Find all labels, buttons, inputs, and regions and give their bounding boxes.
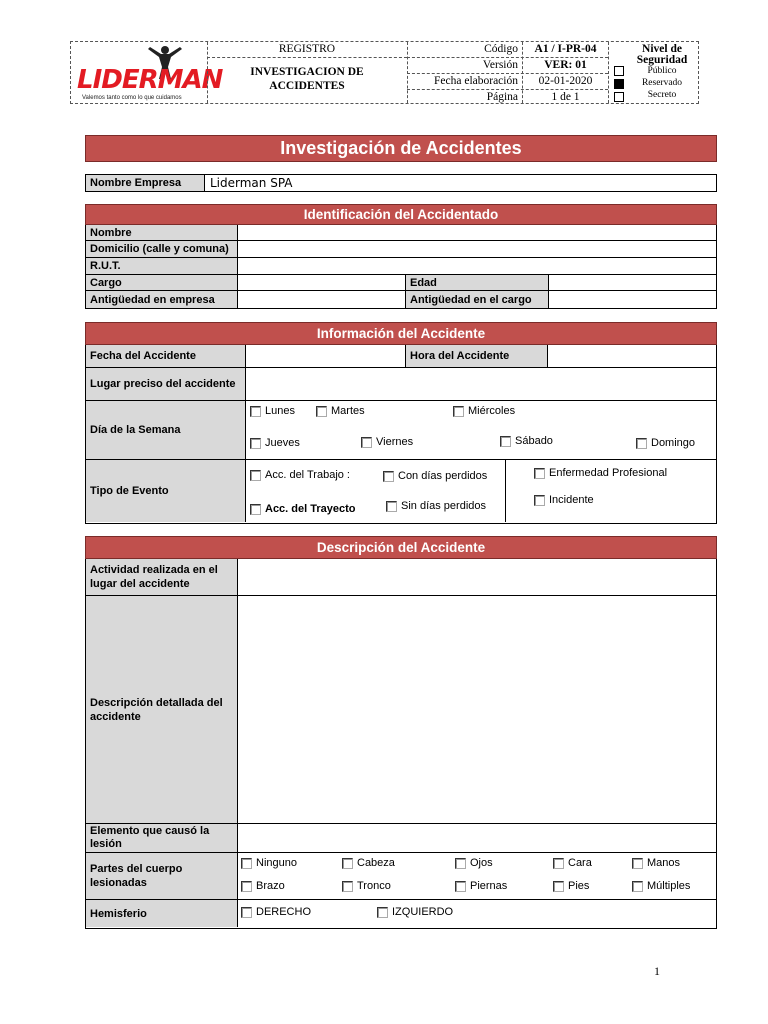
company-label: Nombre Empresa — [86, 175, 205, 191]
hemisferio-izquierdo-checkbox[interactable] — [377, 907, 388, 918]
antiguedad-empresa-label: Antigüedad en empresa — [86, 291, 238, 308]
version-label: Versión — [482, 59, 518, 71]
lugar-field[interactable] — [246, 368, 716, 401]
registro-label: REGISTRO — [278, 43, 336, 55]
elemento-field[interactable] — [238, 824, 716, 853]
tipo-acc-trayecto-option[interactable] — [250, 503, 356, 515]
doc-title-line1: INVESTIGACION DE — [250, 66, 364, 78]
parte-cara-label: Cara — [568, 857, 592, 869]
parte-multiples-checkbox[interactable] — [632, 881, 643, 892]
parte-tronco-label: Tronco — [357, 880, 391, 892]
day-lunes-label: Lunes — [265, 405, 295, 417]
parte-ojos-checkbox[interactable] — [455, 858, 466, 869]
hemisferio-derecho-checkbox[interactable] — [241, 907, 252, 918]
company-value[interactable]: Liderman SPA — [210, 176, 293, 190]
hemisferio-derecho-option[interactable] — [241, 906, 311, 918]
day-jueves-label: Jueves — [265, 437, 300, 449]
parte-pies-label: Pies — [568, 880, 590, 892]
tipo-enfermedad-profesional-checkbox[interactable] — [534, 468, 545, 479]
main-title: Investigación de Accidentes — [85, 135, 717, 162]
parte-brazo-checkbox[interactable] — [241, 881, 252, 892]
descripcion-detallada-field[interactable] — [238, 596, 716, 824]
logo-tagline: Valemos tanto como lo que cuidamos — [82, 95, 182, 101]
tipo-acc-trabajo-checkbox[interactable] — [250, 470, 261, 481]
elemento-label: Elemento que causó la lesión — [86, 824, 238, 853]
parte-cabeza-label: Cabeza — [357, 857, 395, 869]
parte-tronco-checkbox[interactable] — [342, 881, 353, 892]
day-viernes-label: Viernes — [376, 436, 414, 448]
hemisferio-label: Hemisferio — [86, 900, 238, 927]
tipo-sin-dias-perdidos-checkbox[interactable] — [386, 501, 397, 512]
parte-cara-checkbox[interactable] — [553, 858, 564, 869]
parte-multiples-option[interactable] — [632, 880, 690, 892]
codigo-value: A1 / I-PR-04 — [534, 43, 597, 55]
fecha-accidente-label: Fecha del Accidente — [86, 345, 246, 368]
domicilio-label: Domicilio (calle y comuna) — [86, 241, 238, 258]
description-section-title: Descripción del Accidente — [85, 536, 717, 559]
day-martes-label: Martes — [331, 405, 365, 417]
day-sabado-label: Sábado — [515, 435, 553, 447]
edad-label: Edad — [406, 275, 549, 291]
tipo-incidente-option[interactable] — [534, 494, 594, 506]
pagina-label: Página — [486, 91, 518, 103]
parte-brazo-label: Brazo — [256, 880, 285, 892]
description-table — [85, 559, 717, 929]
tipo-con-dias-perdidos-option[interactable] — [383, 470, 487, 482]
tipo-enfermedad-profesional-option[interactable] — [534, 467, 667, 479]
parte-manos-label: Manos — [647, 857, 681, 869]
day-lunes-checkbox[interactable] — [250, 406, 261, 417]
identification-section-title: Identificación del Accidentado — [85, 204, 717, 225]
logo-wordmark: LIDERMAN — [77, 65, 223, 95]
page-number: 1 — [654, 964, 660, 978]
parte-cara-option[interactable] — [553, 857, 592, 869]
parte-pies-checkbox[interactable] — [553, 881, 564, 892]
day-jueves-checkbox[interactable] — [250, 438, 261, 449]
security-reservado-label: Reservado — [641, 78, 683, 88]
parte-piernas-label: Piernas — [470, 880, 508, 892]
tipo-con-dias-perdidos-checkbox[interactable] — [383, 471, 394, 482]
security-secreto-label: Secreto — [647, 90, 677, 100]
tipo-acc-trabajo-option[interactable] — [250, 469, 350, 481]
antiguedad-empresa-field[interactable] — [238, 291, 406, 308]
partes-cuerpo-label: Partes del cuerpo lesionadas — [86, 853, 238, 900]
parte-ojos-option[interactable] — [455, 857, 493, 869]
doc-title-line2: ACCIDENTES — [269, 80, 345, 92]
accident-info-section-title: Información del Accidente — [85, 322, 717, 345]
fecha-elaboracion-label: Fecha elaboración — [434, 75, 518, 87]
security-publico-checkbox[interactable] — [614, 66, 624, 76]
tipo-enfermedad-profesional-label: Enfermedad Profesional — [549, 467, 668, 479]
parte-manos-option[interactable] — [632, 857, 680, 869]
parte-piernas-option[interactable] — [455, 880, 507, 892]
fecha-accidente-field[interactable] — [246, 345, 406, 368]
tipo-acc-trayecto-checkbox[interactable] — [250, 504, 261, 515]
antiguedad-cargo-field[interactable] — [549, 291, 716, 308]
day-martes-checkbox[interactable] — [316, 406, 327, 417]
day-lunes-option[interactable] — [250, 405, 295, 417]
tipo-incidente-label: Incidente — [549, 494, 594, 506]
day-sabado-option[interactable] — [500, 435, 553, 447]
hemisferio-izquierdo-label: IZQUIERDO — [392, 906, 454, 918]
nombre-field[interactable] — [238, 225, 716, 241]
day-miercoles-checkbox[interactable] — [453, 406, 464, 417]
hora-accidente-label: Hora del Accidente — [406, 345, 548, 368]
parte-piernas-checkbox[interactable] — [455, 881, 466, 892]
day-viernes-option[interactable] — [361, 436, 413, 448]
domicilio-field[interactable] — [238, 241, 716, 258]
security-reservado-checkbox[interactable] — [614, 79, 624, 89]
security-publico-label: Público — [647, 66, 677, 76]
day-domingo-checkbox[interactable] — [636, 438, 647, 449]
antiguedad-cargo-label: Antigüedad en el cargo — [406, 291, 549, 308]
tipo-evento-label: Tipo de Evento — [86, 460, 246, 522]
day-miercoles-label: Miércoles — [468, 405, 516, 417]
tipo-incidente-checkbox[interactable] — [534, 495, 545, 506]
descripcion-detallada-label: Descripción detallada del accidente — [86, 596, 238, 824]
hora-accidente-field[interactable] — [548, 345, 716, 368]
document-header — [70, 41, 699, 104]
company-row — [85, 174, 717, 192]
dia-semana-label: Día de la Semana — [86, 401, 246, 460]
rut-field[interactable] — [238, 258, 716, 275]
parte-cabeza-option[interactable] — [342, 857, 395, 869]
security-level-title: Nivel de Seguridad — [636, 43, 688, 66]
parte-cabeza-checkbox[interactable] — [342, 858, 353, 869]
parte-brazo-option[interactable] — [241, 880, 285, 892]
parte-multiples-label: Múltiples — [647, 880, 691, 892]
day-domingo-option[interactable] — [636, 437, 695, 449]
tipo-acc-trayecto-label: Acc. del Trayecto — [265, 503, 356, 515]
nombre-label: Nombre — [86, 225, 238, 241]
pagina-value: 1 de 1 — [551, 91, 580, 103]
day-domingo-label: Domingo — [651, 437, 696, 449]
cargo-field[interactable] — [238, 275, 406, 291]
actividad-field[interactable] — [238, 559, 716, 596]
actividad-label: Actividad realizada en el lugar del accidente — [86, 559, 238, 596]
rut-label: R.U.T. — [86, 258, 238, 275]
tipo-acc-trabajo-label: Acc. del Trabajo : — [265, 469, 350, 481]
identification-table — [85, 225, 717, 309]
accident-info-table — [85, 345, 717, 524]
security-secreto-checkbox[interactable] — [614, 92, 624, 102]
day-martes-option[interactable] — [316, 405, 365, 417]
parte-ninguno-option[interactable] — [241, 857, 297, 869]
parte-tronco-option[interactable] — [342, 880, 391, 892]
parte-ojos-label: Ojos — [470, 857, 493, 869]
fecha-elaboracion-value: 02-01-2020 — [538, 75, 593, 87]
day-viernes-checkbox[interactable] — [361, 437, 372, 448]
day-miercoles-option[interactable] — [453, 405, 515, 417]
cargo-label: Cargo — [86, 275, 238, 291]
parte-manos-checkbox[interactable] — [632, 858, 643, 869]
codigo-label: Código — [484, 43, 518, 55]
hemisferio-izquierdo-option[interactable] — [377, 906, 453, 918]
hemisferio-derecho-label: DERECHO — [256, 906, 312, 918]
parte-ninguno-label: Ninguno — [256, 857, 297, 869]
version-value: VER: 01 — [544, 59, 587, 71]
tipo-sin-dias-perdidos-option[interactable] — [386, 500, 486, 512]
lugar-label: Lugar preciso del accidente — [86, 368, 246, 401]
parte-ninguno-checkbox[interactable] — [241, 858, 252, 869]
company-logo — [77, 45, 223, 103]
day-sabado-checkbox[interactable] — [500, 436, 511, 447]
edad-field[interactable] — [549, 275, 716, 291]
tipo-sin-dias-perdidos-label: Sin días perdidos — [401, 500, 486, 512]
parte-pies-option[interactable] — [553, 880, 589, 892]
day-jueves-option[interactable] — [250, 437, 300, 449]
tipo-con-dias-perdidos-label: Con días perdidos — [398, 470, 488, 482]
